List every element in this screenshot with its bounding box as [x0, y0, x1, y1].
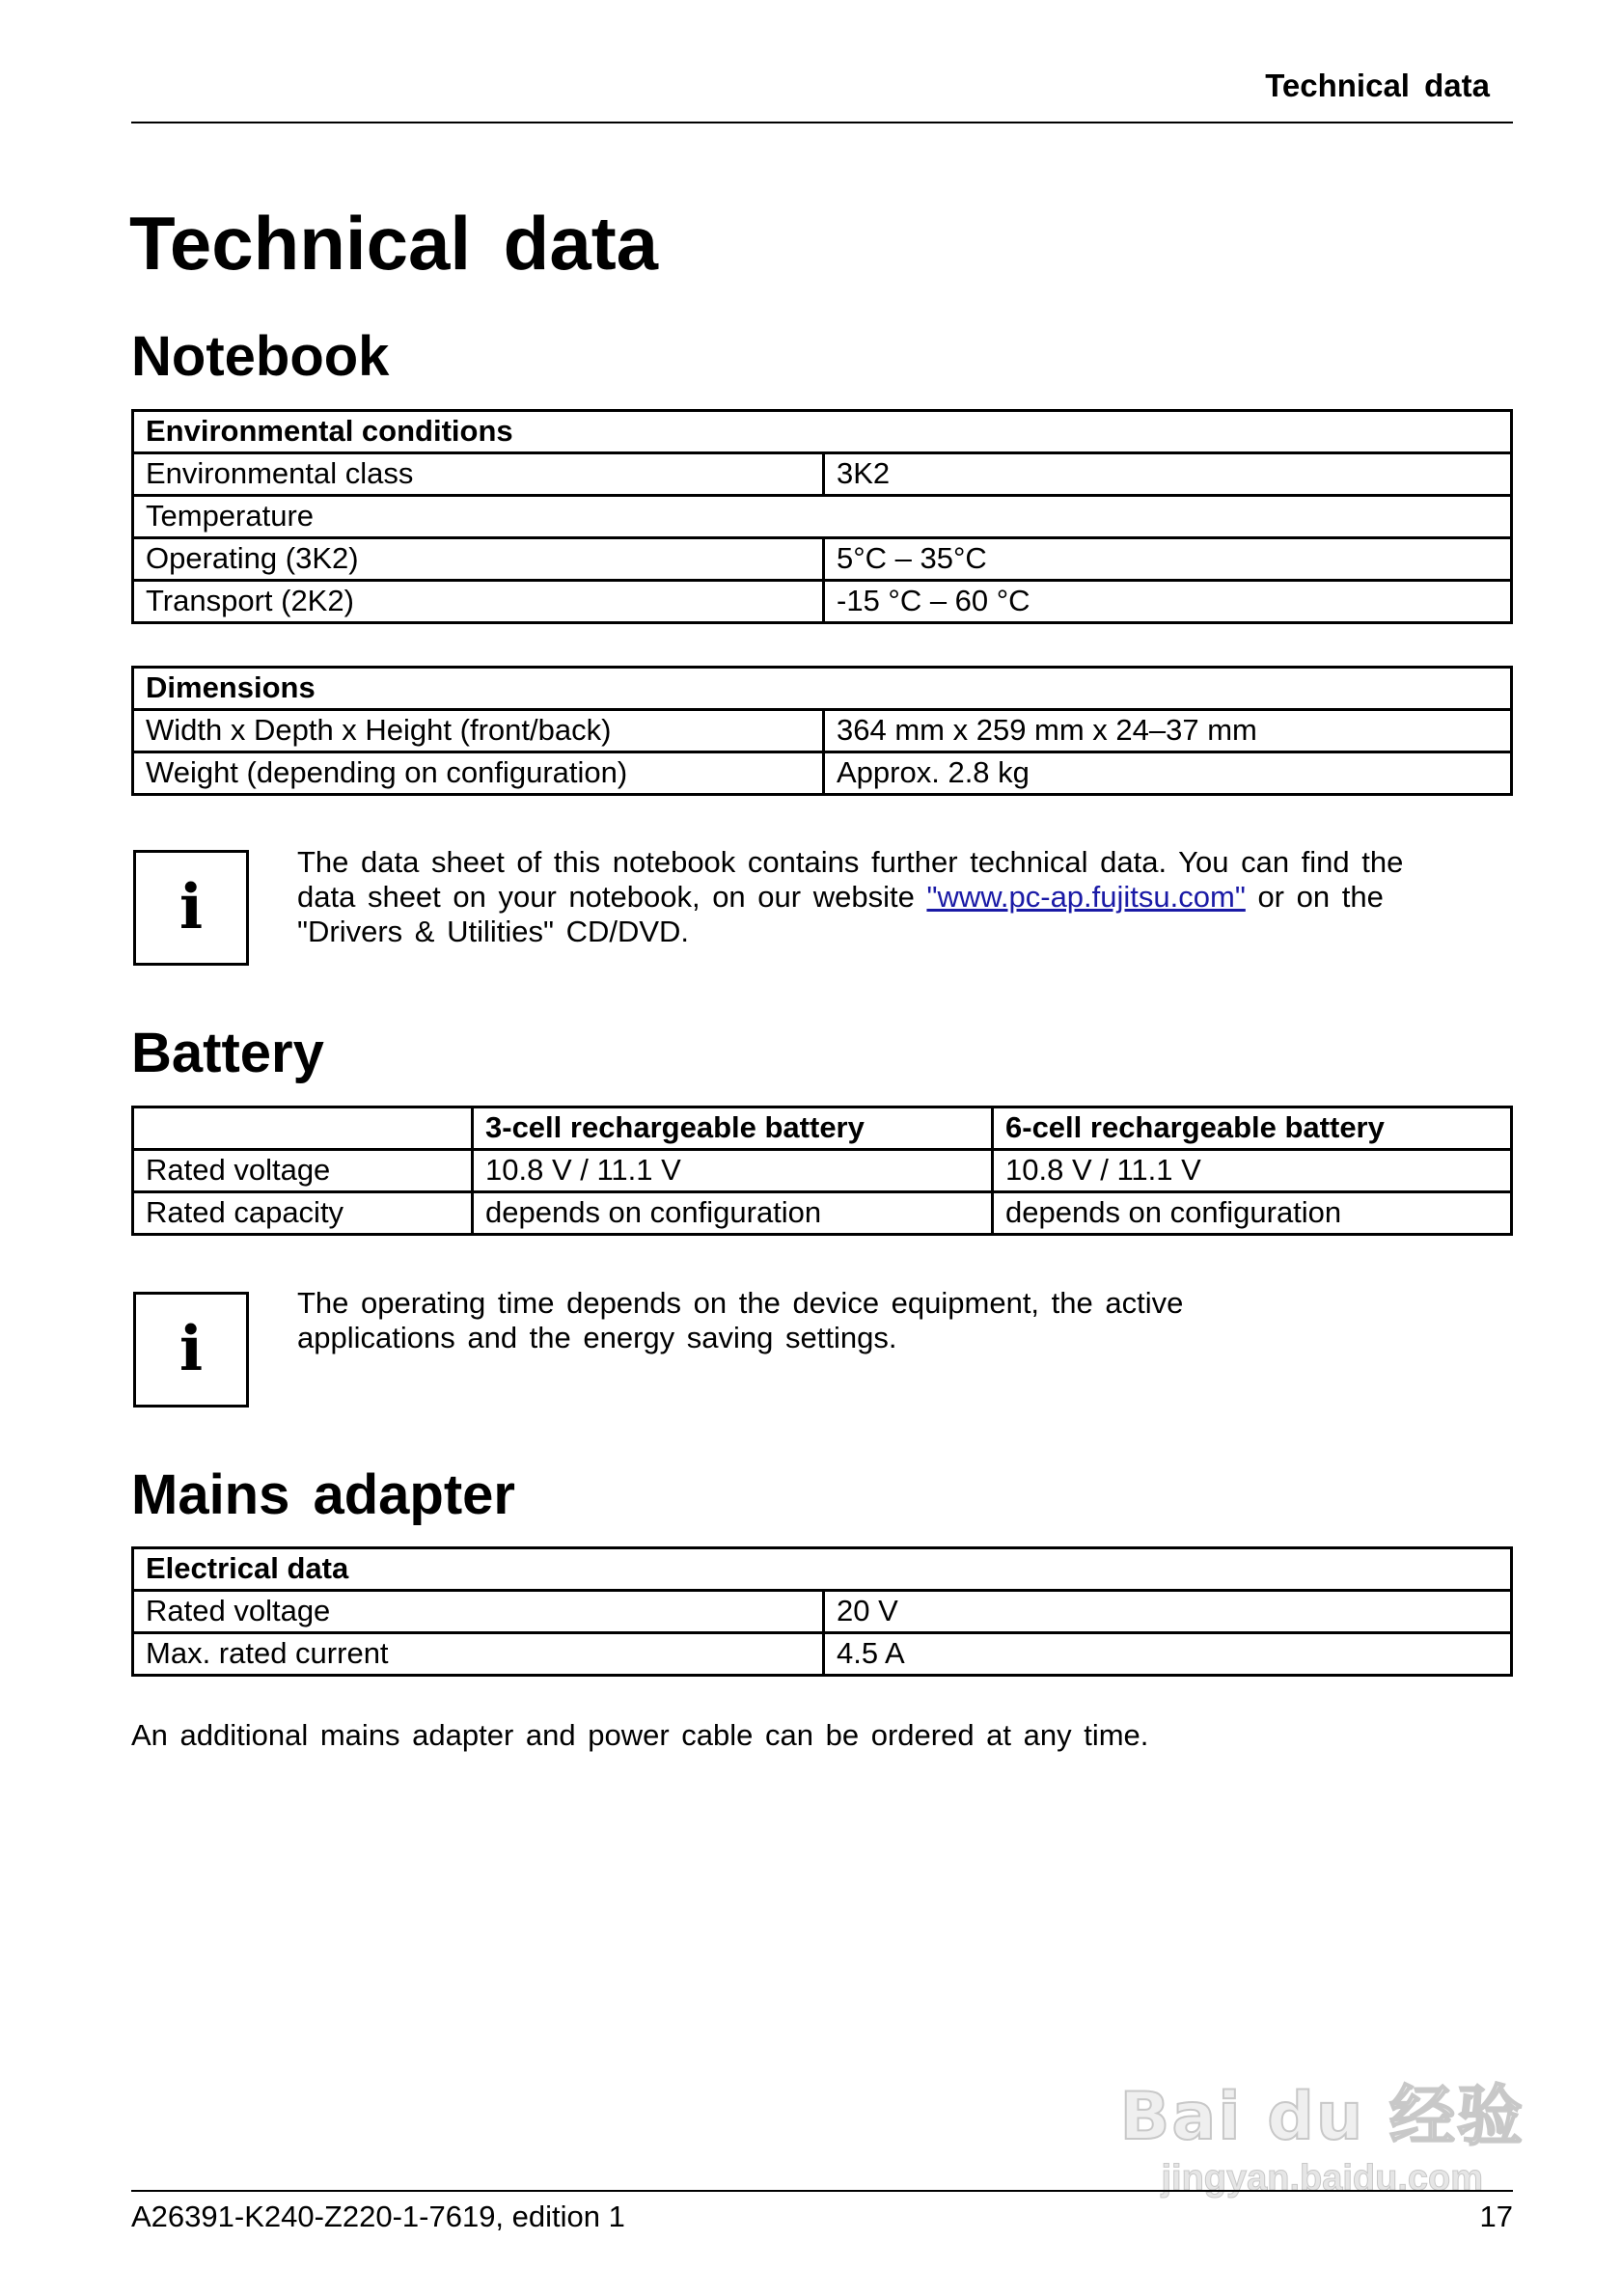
table-row — [133, 1591, 1512, 1633]
table-header-row — [133, 668, 1512, 710]
info-note-operating-time: The operating time depends on the device equipment, the active applications and the energy saving settings. — [297, 1286, 1184, 1354]
table-header-row — [133, 1107, 1512, 1150]
row-value: 5°C – 35°C — [824, 538, 1512, 581]
running-head: Technical data — [1265, 68, 1490, 103]
row-label: Max. rated current — [133, 1633, 824, 1676]
column-header: 3-cell rechargeable battery — [473, 1107, 993, 1150]
info-note-datasheet — [297, 845, 1407, 949]
row-value: -15 °C – 60 °C — [824, 581, 1512, 623]
document-id: A26391-K240-Z220-1-7619, edition 1 — [131, 2200, 625, 2233]
table-row — [133, 1633, 1512, 1676]
row-label: Weight (depending on configuration) — [133, 752, 824, 795]
info-icon-glyph: i — [179, 1313, 204, 1385]
row-label: Temperature — [133, 496, 1512, 538]
column-header: 6-cell rechargeable battery — [993, 1107, 1512, 1150]
table-row — [133, 581, 1512, 623]
footer-rule — [131, 2190, 1513, 2192]
row-label: Rated voltage — [133, 1150, 473, 1192]
baidu-watermark — [1120, 2064, 1525, 2200]
table-header-cell: Electrical data — [133, 1548, 1512, 1591]
section-heading-battery: Battery — [131, 1022, 324, 1084]
table-cell: 10.8 V / 11.1 V — [473, 1150, 993, 1192]
column-header — [133, 1107, 473, 1150]
table-cell: 10.8 V / 11.1 V — [993, 1150, 1512, 1192]
table-header-row — [133, 411, 1512, 453]
table-row — [133, 752, 1512, 795]
table-cell: depends on configuration — [993, 1192, 1512, 1235]
info-i-icon — [133, 1292, 249, 1408]
section-heading-mains-adapter: Mains adapter — [131, 1463, 515, 1526]
header-rule — [131, 122, 1513, 123]
row-label: Operating (3K2) — [133, 538, 824, 581]
table-row — [133, 1192, 1512, 1235]
section-heading-notebook: Notebook — [131, 325, 390, 388]
table-header-cell: Dimensions — [133, 668, 1512, 710]
website-link[interactable]: "www.pc-ap.fujitsu.com" — [926, 880, 1246, 914]
table-row — [133, 1150, 1512, 1192]
page-number: 17 — [1479, 2200, 1513, 2233]
info-i-icon — [133, 850, 249, 966]
table-cell: depends on configuration — [473, 1192, 993, 1235]
dimensions-table — [131, 666, 1513, 796]
row-label: Rated voltage — [133, 1591, 824, 1633]
table-header-row — [133, 1548, 1512, 1591]
table-header-cell: Environmental conditions — [133, 411, 1512, 453]
row-value: 20 V — [824, 1591, 1512, 1633]
row-value: Approx. 2.8 kg — [824, 752, 1512, 795]
row-label: Environmental class — [133, 453, 824, 496]
mains-adapter-note: An additional mains adapter and power cable can be ordered at any time. — [131, 1718, 1149, 1752]
table-row — [133, 538, 1512, 581]
table-row — [133, 496, 1512, 538]
electrical-data-table — [131, 1546, 1513, 1677]
row-value: 4.5 A — [824, 1633, 1512, 1676]
watermark-logo: Bai du 经验 — [1119, 2079, 1525, 2155]
watermark-url: jingyan.baidu.com — [1161, 2158, 1484, 2199]
table-row — [133, 710, 1512, 752]
row-label: Rated capacity — [133, 1192, 473, 1235]
info-icon-glyph: i — [179, 871, 204, 943]
environmental-conditions-table — [131, 409, 1513, 624]
battery-table — [131, 1106, 1513, 1236]
row-label: Width x Depth x Height (front/back) — [133, 710, 824, 752]
row-value: 364 mm x 259 mm x 24–37 mm — [824, 710, 1512, 752]
page-title: Technical data — [129, 201, 659, 286]
row-value: 3K2 — [824, 453, 1512, 496]
table-row — [133, 453, 1512, 496]
row-label: Transport (2K2) — [133, 581, 824, 623]
info-text-end: or on the "Drivers & Utilities" CD/DVD. — [297, 880, 1384, 948]
info-text-start: The data sheet of this notebook contains further technical data. You can find the data sheet on your notebook, on our website — [297, 845, 1404, 914]
